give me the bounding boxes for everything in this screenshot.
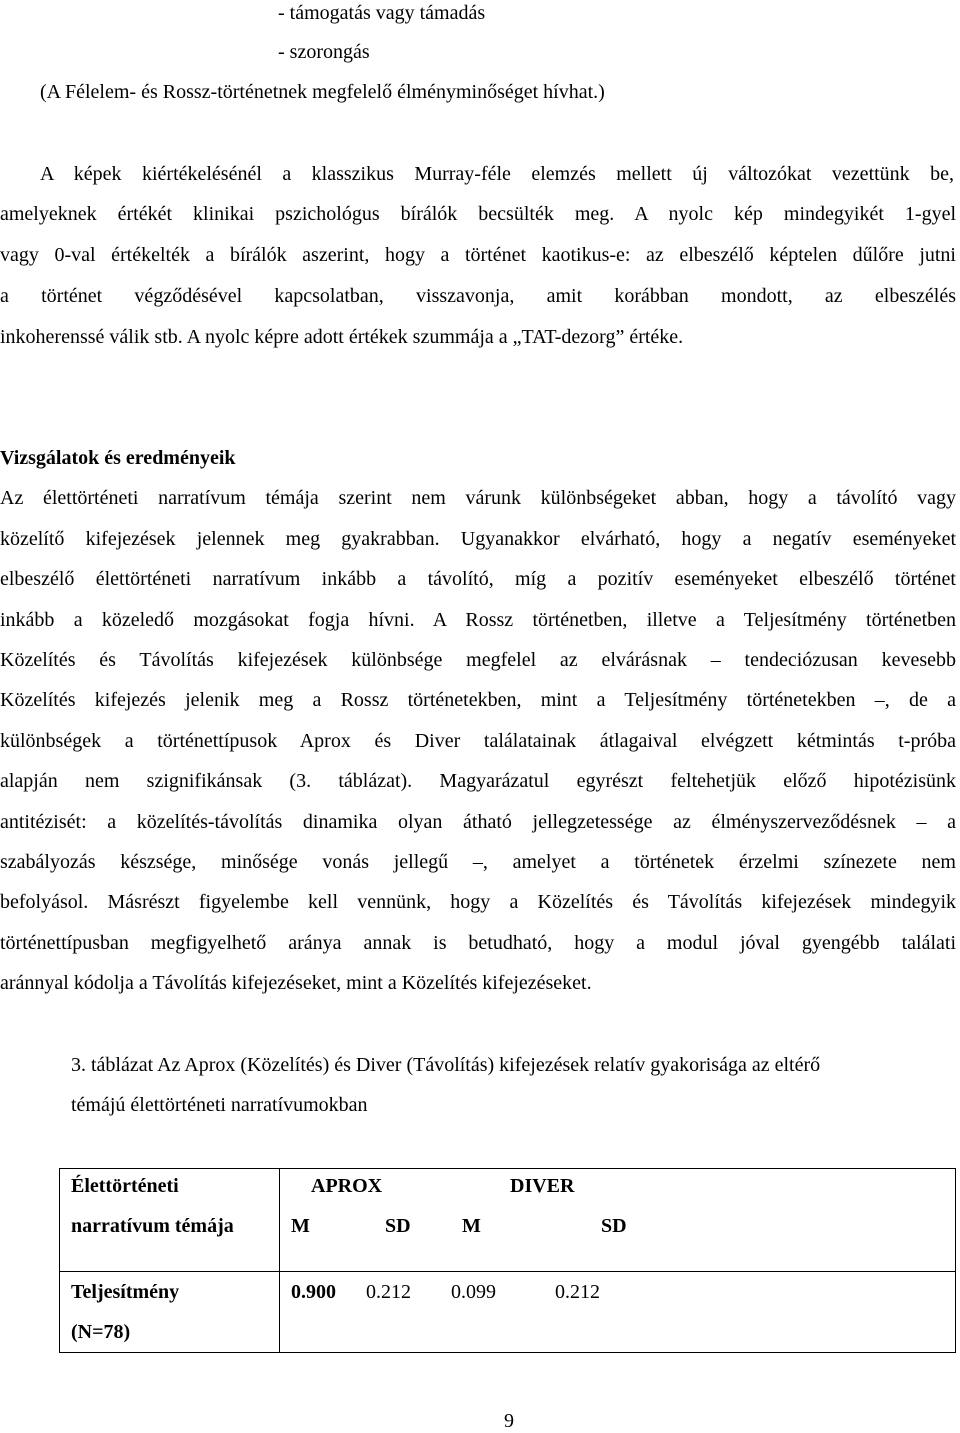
table-header-aprox: APROX	[311, 1175, 383, 1197]
paragraph-line: közelítő kifejezések jelennek meg gyakrabban. Ugyanakkor elvárható, hogy a negatív eseményeket	[0, 528, 956, 550]
table-border-bottom	[59, 1352, 956, 1353]
paragraph-line: történettípusban megfigyelhető aránya annak is betudható, hogy a modul jóval gyengébb találati	[0, 932, 956, 954]
paragraph-line: alapján nem szignifikánsak (3. táblázat). Magyarázatul egyrészt feltehetjük előző hipotézisünk	[0, 770, 956, 792]
list-item: - szorongás	[278, 41, 370, 63]
table-header-theme: narratívum témája	[71, 1215, 234, 1237]
paragraph-line: Közelítés kifejezés jelenik meg a Rossz történetekben, mint a Teljesítmény történetekben –, de a	[0, 689, 956, 711]
table-cell-aprox-sd: 0.212	[366, 1281, 411, 1303]
table-header-sd: SD	[601, 1215, 627, 1237]
table-header-m: M	[291, 1215, 310, 1237]
table-row-label: (N=78)	[71, 1321, 131, 1343]
table-header-m: M	[462, 1215, 481, 1237]
table-cell-diver-m: 0.099	[451, 1281, 496, 1303]
table-row-label: Teljesítmény	[71, 1281, 180, 1303]
page-number: 9	[504, 1410, 514, 1432]
paragraph-line: antitézisét: a közelítés-távolítás dinamika olyan átható jellegzetessége az élményszerveződésnek – a	[0, 811, 956, 833]
paragraph-line: különbségek a történettípusok Aprox és Diver találatainak átlagaival elvégzett kétmintás t-próba	[0, 730, 956, 752]
note-text: (A Félelem- és Rossz-történetnek megfelelő élményminőséget hívhat.)	[40, 81, 605, 103]
list-item: - támogatás vagy támadás	[278, 2, 486, 24]
table-border-left	[59, 1168, 60, 1353]
paragraph-line: szabályozás készsége, minősége vonás jellegű –, amelyet a történetek érzelmi színezete nem	[0, 851, 956, 873]
table-col-divider	[279, 1168, 280, 1353]
table-cell-diver-sd: 0.212	[555, 1281, 600, 1303]
section-heading: Vizsgálatok és eredményeik	[0, 447, 236, 469]
paragraph-line: inkoherenssé válik stb. A nyolc képre adott értékek szummája a „TAT-dezorg” értéke.	[0, 326, 684, 348]
paragraph-line: inkább a közeledő mozgásokat fogja hívni. A Rossz történetben, illetve a Teljesítmény történetben	[0, 609, 956, 631]
table-header-sd: SD	[385, 1215, 411, 1237]
table-caption: témájú élettörténeti narratívumokban	[71, 1094, 368, 1116]
table-border-mid	[59, 1271, 956, 1272]
paragraph-line: befolyásol. Másrészt figyelembe kell vennünk, hogy a Közelítés és Távolítás kifejezések mindegyik	[0, 891, 956, 913]
table-header-diver: DIVER	[510, 1175, 575, 1197]
paragraph-line: Az élettörténeti narratívum témája szerint nem várunk különbségeket abban, hogy a távolító vagy	[0, 487, 956, 509]
table-header-theme: Élettörténeti	[71, 1175, 179, 1197]
table-border-right	[955, 1168, 956, 1353]
paragraph-line: amelyeknek értékét klinikai pszichológus bírálók becsülték meg. A nyolc kép mindegyikét 1-gyel	[0, 203, 956, 225]
paragraph-line: aránnyal kódolja a Távolítás kifejezéseket, mint a Közelítés kifejezéseket.	[0, 972, 592, 994]
table-cell-aprox-m: 0.900	[291, 1281, 336, 1303]
table-border-top	[59, 1168, 956, 1169]
paragraph-line: a történet végződésével kapcsolatban, visszavonja, amit korábban mondott, az elbeszélés	[0, 285, 956, 307]
table-caption: 3. táblázat Az Aprox (Közelítés) és Diver (Távolítás) kifejezések relatív gyakorisága az eltérő	[71, 1054, 821, 1076]
paragraph-line: elbeszélő élettörténeti narratívum inkább a távolító, míg a pozitív eseményeket elbeszélő történet	[0, 568, 956, 590]
paragraph-line: vagy 0-val értékelték a bírálók aszerint, hogy a történet kaotikus-e: az elbeszélő képtelen dűlőre jutni	[0, 244, 956, 266]
paragraph-line: A képek kiértékelésénél a klasszikus Murray-féle elemzés mellett új változókat vezettünk be,	[40, 163, 954, 185]
paragraph-line: Közelítés és Távolítás kifejezések különbsége megfelel az elvárásnak – tendeciózusan kevesebb	[0, 649, 956, 671]
